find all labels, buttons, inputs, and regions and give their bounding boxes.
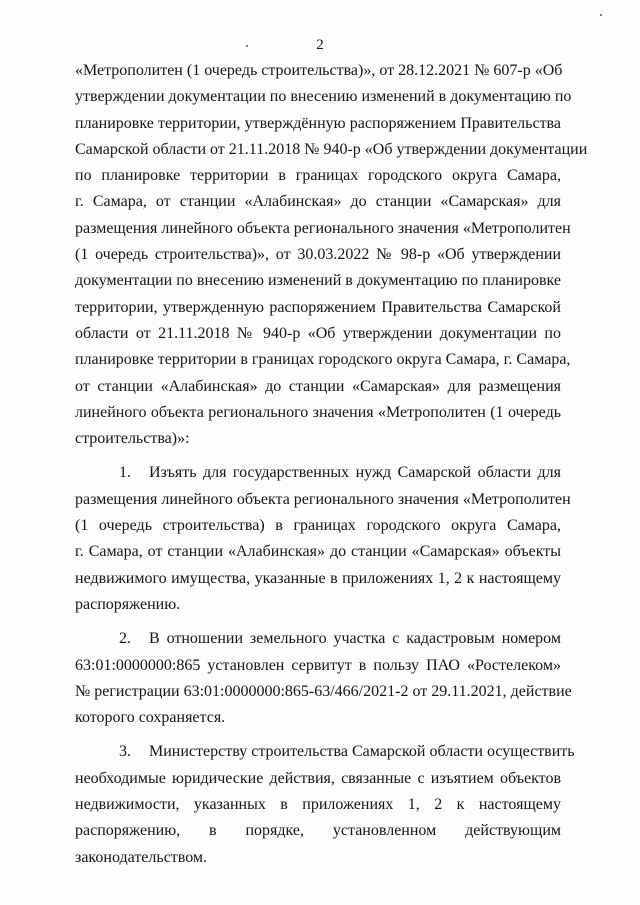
text-line: недвижимого имущества, указанные в приложениях 1, 2 к настоящему xyxy=(75,569,561,587)
text-line: № регистрации 63:01:0000000:865-63/466/2021-2 от 29.11.2021, действие xyxy=(75,682,572,700)
item-first-line: Изъять для государственных нужд Самарской области для xyxy=(149,464,561,482)
text-line xyxy=(75,739,575,765)
text-line: г. Самара, от станции «Алабинская» до станции «Самарская» для xyxy=(75,193,561,211)
item-first-line: В отношении земельного участка с кадастровым номером xyxy=(149,630,561,648)
text-line: «Метрополитен (1 очередь строительства)», от 28.12.2021 № 607-р «Об xyxy=(75,62,563,79)
text-line: линейного объекта регионального значения «Метрополитен (1 очередь xyxy=(75,403,561,421)
text-line: размещения линейного объекта регионального значения «Метрополитен xyxy=(75,219,571,237)
item-first-line: Министерству строительства Самарской области осуществить xyxy=(149,743,575,761)
text-line: планировке территории, утверждённую распоряжением Правительства xyxy=(75,114,561,132)
text-line: строительства)»: xyxy=(75,430,190,448)
text-line: от станции «Алабинская» до станции «Самарская» для размещения xyxy=(75,377,561,395)
text-line: распоряжению. xyxy=(75,595,181,613)
text-line: которого сохраняется. xyxy=(75,709,226,727)
numbered-item-1 xyxy=(75,460,571,618)
text-line xyxy=(75,460,561,486)
text-line: планировке территории в границах городского округа Самара, г. Самара, xyxy=(75,351,571,369)
text-line xyxy=(75,626,561,652)
text-line: области от 21.11.2018 № 940-р «Об утверждении документации по xyxy=(75,324,561,342)
page-number: 2 xyxy=(316,37,324,53)
numbered-item-2 xyxy=(75,626,572,731)
text-line: территории, утвержденную распоряжением Правительства Самарской xyxy=(75,298,561,316)
text-line: необходимые юридические действия, связанные с изъятием объектов xyxy=(75,769,561,787)
numbered-item-3 xyxy=(75,739,575,870)
text-line: (1 очередь строительства) в границах городского округа Самара, xyxy=(75,517,561,535)
text-line: распоряжению, в порядке, установленном действующим xyxy=(75,822,561,840)
item-number: 3. xyxy=(119,743,131,761)
text-line: размещения линейного объекта регионального значения «Метрополитен xyxy=(75,490,571,508)
preamble-paragraph xyxy=(75,58,588,452)
text-line: утверждении документации по внесению изменений в документацию по xyxy=(75,88,572,106)
text-line: (1 очередь строительства)», от 30.03.2022 № 98-р «Об утверждении xyxy=(75,246,561,264)
text-line: Самарской области от 21.11.2018 № 940-р «Об утверждении документации xyxy=(75,140,588,158)
item-number: 2. xyxy=(119,630,131,648)
text-line: законодательством. xyxy=(75,848,208,866)
text-line: 63:01:0000000:865 установлен сервитут в пользу ПАО «Ростелеком» xyxy=(75,656,561,674)
text-line: г. Самара, от станции «Алабинская» до станции «Самарская» объекты xyxy=(75,543,561,561)
text-line: документации по внесению изменений в документацию по планировке xyxy=(75,272,561,290)
text-line: по планировке территории в границах городского округа Самара, xyxy=(75,167,561,185)
scan-speck xyxy=(600,14,602,16)
text-line: недвижимости, указанных в приложениях 1, 2 к настоящему xyxy=(75,796,561,814)
item-number: 1. xyxy=(119,464,131,482)
document-body xyxy=(75,58,588,871)
